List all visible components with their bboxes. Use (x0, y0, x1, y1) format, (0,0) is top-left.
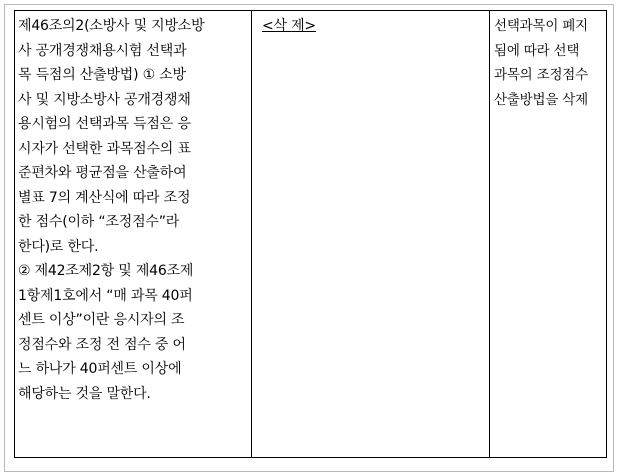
provision-line: 시자가 선택한 과목점수의 표 (18, 140, 191, 157)
provision-line: 한다)로 한다. (18, 238, 99, 255)
provision-line: 한 점수(이하 “조정점수”라 (18, 214, 180, 230)
amended-provision-cell (252, 11, 490, 457)
provision-line: 사 및 지방소방사 공개경쟁채 (18, 91, 191, 108)
provision-line: 센트 이상”이란 응시자의 조 (18, 312, 185, 328)
reason-line: 선택과목이 폐지 (494, 18, 588, 34)
provision-line: 1항제1호에서 “매 과목 40퍼 (18, 287, 193, 304)
reason-line: 산출방법을 삭제 (494, 91, 588, 108)
provision-line: 제46조의2(소방사 및 지방소방 (18, 18, 205, 34)
provision-line: 준편차와 평균점을 산출하여 (18, 165, 187, 181)
comparison-table (14, 10, 607, 458)
provision-line: 정점수와 조정 전 점수 중 어 (18, 336, 186, 353)
provision-line: 사 공개경쟁채용시험 선택과 (18, 42, 187, 59)
deleted-marker: <삭 제> (262, 18, 316, 34)
reason-line: 됨에 따라 선택 (494, 42, 580, 59)
provision-line: 목 득점의 산출방법) ① 소방 (18, 67, 186, 83)
reason-line: 과목의 조정점수 (494, 67, 588, 83)
provision-line: 용시험의 선택과목 득점은 응 (18, 116, 191, 132)
provision-line: ② 제42조제2항 및 제46조제 (18, 263, 194, 279)
provision-line: 별표 7의 계산식에 따라 조정 (18, 189, 191, 206)
provision-line: 느 하나가 40퍼센트 이상에 (18, 361, 182, 377)
current-provision-cell (15, 11, 252, 457)
provision-line: 해당하는 것을 말한다. (18, 385, 151, 402)
reason-cell (490, 11, 606, 457)
